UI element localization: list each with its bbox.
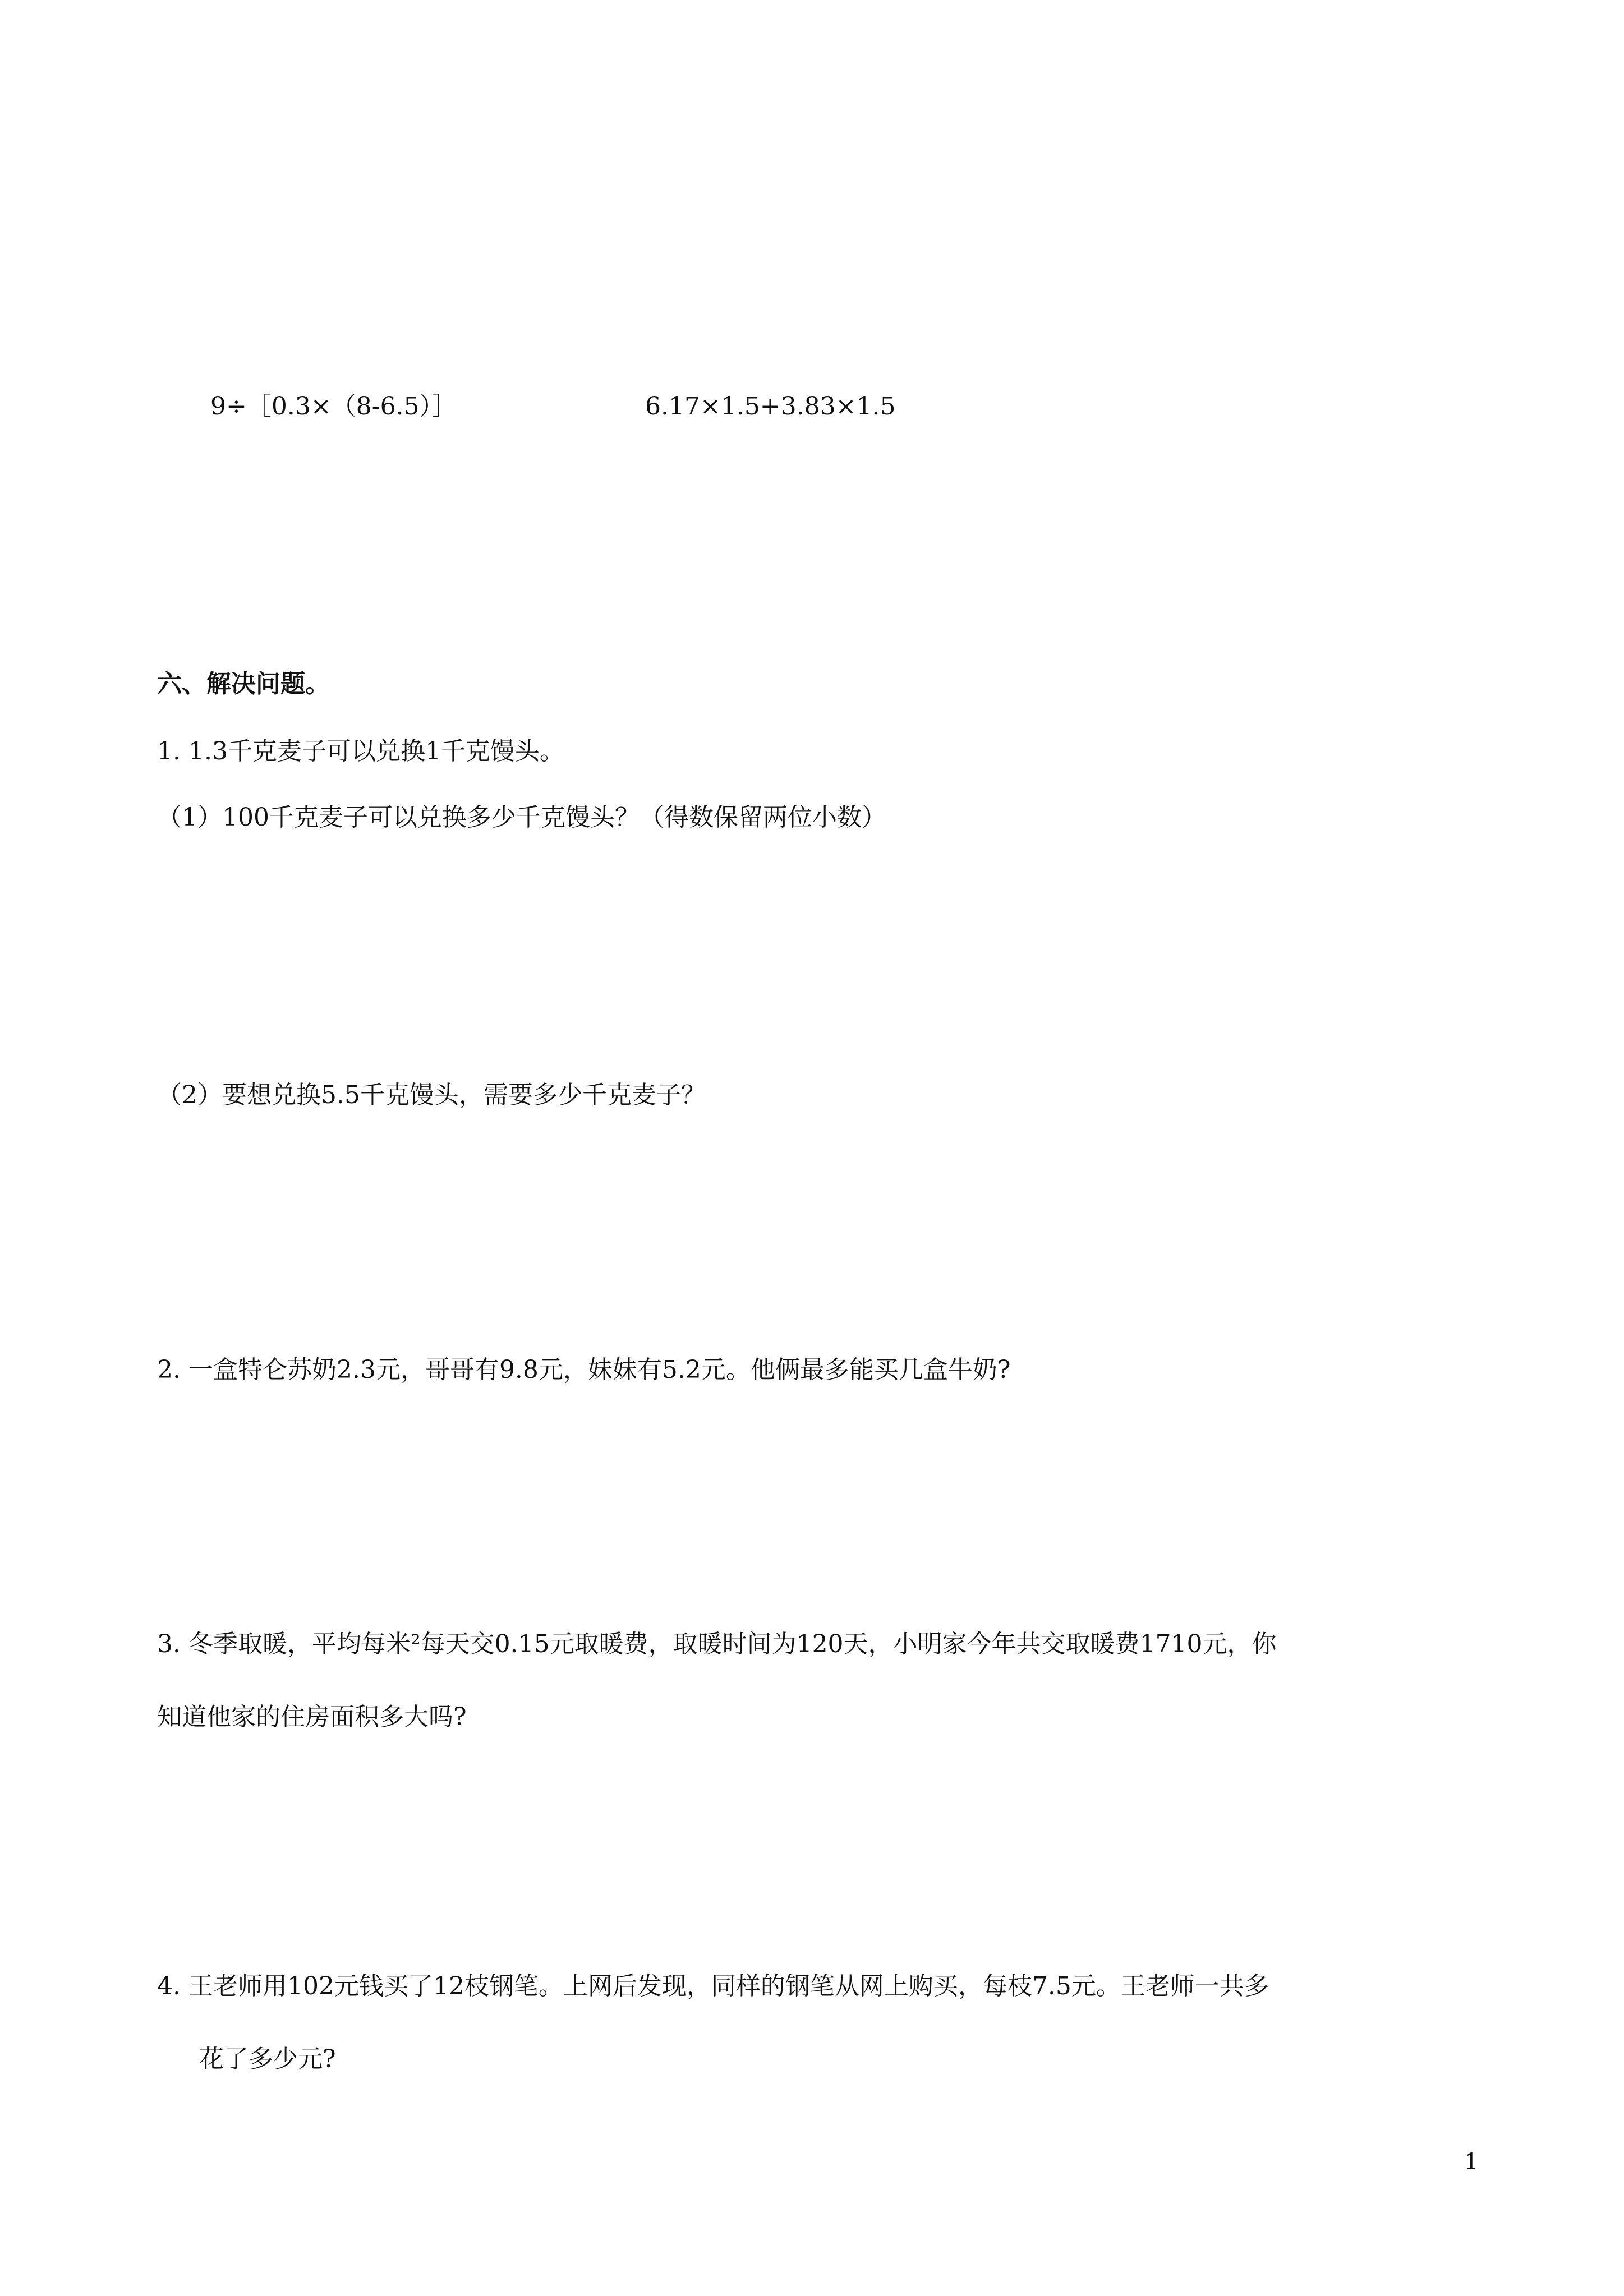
- problem-4-line-1: 4. 王老师用102元钱买了12枝钢笔。上网后发现，同样的钢笔从网上购买，每枝7.5元。王老师一共多: [157, 1972, 1269, 2000]
- problem-2: 2. 一盒特仑苏奶2.3元，哥哥有9.8元，妹妹有5.2元。他俩最多能买几盒牛奶?: [157, 1356, 1011, 1384]
- problem-3-line-1: 3. 冬季取暖，平均每米²每天交0.15元取暖费，取暖时间为120天，小明家今年共交取暖费1710元，你: [157, 1630, 1277, 1658]
- calc-expression-2: 6.17×1.5+3.83×1.5: [645, 392, 896, 421]
- problem-4-line-2: 花了多少元?: [199, 2045, 336, 2073]
- calc-expression-1: 9÷［0.3×（8-6.5）］: [210, 392, 457, 421]
- problem-3-line-2: 知道他家的住房面积多大吗?: [157, 1703, 467, 1731]
- page-number: 1: [1464, 2149, 1479, 2175]
- problem-1-intro: 1. 1.3千克麦子可以兑换1千克馒头。: [157, 737, 564, 766]
- problem-1-question-2: （2）要想兑换5.5千克馒头，需要多少千克麦子？: [157, 1081, 706, 1109]
- problem-1-question-1: （1）100千克麦子可以兑换多少千克馒头？（得数保留两位小数）: [157, 803, 886, 832]
- section-title: 六、解决问题。: [157, 670, 330, 698]
